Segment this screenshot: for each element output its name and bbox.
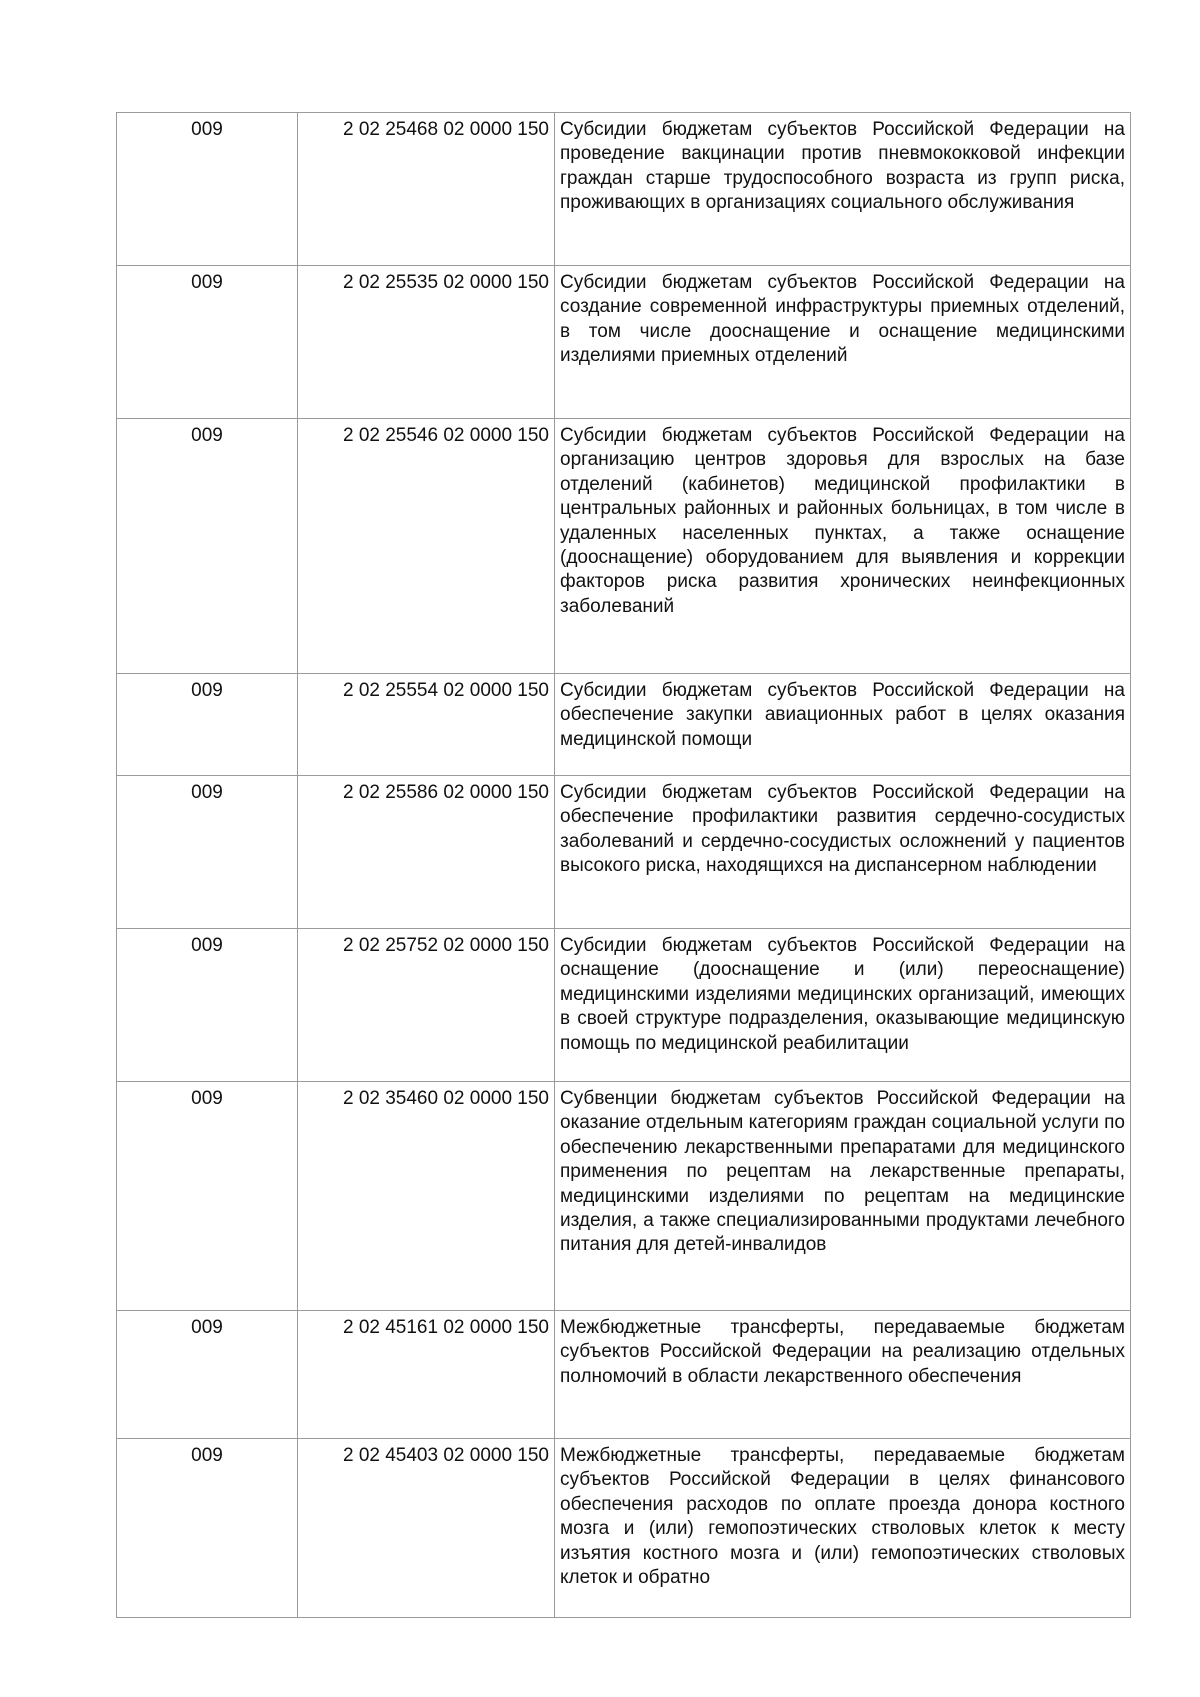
table-row [117,929,1131,1082]
revenue-code-cell: 2 02 25752 02 0000 150 [298,929,555,1082]
table-row [117,113,1131,266]
table-row [117,1311,1131,1439]
revenue-code-cell: 2 02 25586 02 0000 150 [298,776,555,929]
table-row [117,674,1131,776]
description-cell: Субсидии бюджетам субъектов Российской Федерации на обеспечение закупки авиационных работ в целях оказания медицинской помощи [555,674,1131,776]
admin-code-cell: 009 [117,1311,298,1439]
description-cell: Межбюджетные трансферты, передаваемые бюджетам субъектов Российской Федерации в целях финансового обеспечения расходов по оплате проезда донора костного мозга и (или) гемопоэтических стволовых клеток к месту изъятия костного мозга и (или) гемопоэтических стволовых клеток и обратно [555,1439,1131,1618]
revenue-code-cell: 2 02 35460 02 0000 150 [298,1082,555,1311]
description-cell: Субсидии бюджетам субъектов Российской Федерации на обеспечение профилактики развития сердечно-сосудистых заболеваний и сердечно-сосудистых осложнений у пациентов высокого риска, находящихся на диспансерном наблюдении [555,776,1131,929]
revenue-code-cell: 2 02 45161 02 0000 150 [298,1311,555,1439]
table-row [117,266,1131,419]
admin-code-cell: 009 [117,1082,298,1311]
description-cell: Межбюджетные трансферты, передаваемые бюджетам субъектов Российской Федерации на реализацию отдельных полномочий в области лекарственного обеспечения [555,1311,1131,1439]
description-cell: Субсидии бюджетам субъектов Российской Федерации на оснащение (дооснащение и (или) переоснащение) медицинскими изделиями медицинских организаций, имеющих в своей структуре подразделения, оказывающие медицинскую помощь по медицинской реабилитации [555,929,1131,1082]
revenue-code-cell: 2 02 25546 02 0000 150 [298,419,555,674]
admin-code-cell: 009 [117,1439,298,1618]
table-row [117,776,1131,929]
admin-code-cell: 009 [117,929,298,1082]
revenue-code-cell: 2 02 25468 02 0000 150 [298,113,555,266]
admin-code-cell: 009 [117,419,298,674]
description-cell: Субсидии бюджетам субъектов Российской Федерации на создание современной инфраструктуры приемных отделений, в том числе дооснащение и оснащение медицинскими изделиями приемных отделений [555,266,1131,419]
admin-code-cell: 009 [117,113,298,266]
revenue-code-cell: 2 02 25554 02 0000 150 [298,674,555,776]
description-cell: Субвенции бюджетам субъектов Российской Федерации на оказание отдельным категориям граждан социальной услуги по обеспечению лекарственными препаратами для медицинского применения по рецептам на лекарственные препараты, медицинскими изделиями по рецептам на медицинские изделия, а также специализированными продуктами лечебного питания для детей-инвалидов [555,1082,1131,1311]
description-cell: Субсидии бюджетам субъектов Российской Федерации на организацию центров здоровья для взрослых на базе отделений (кабинетов) медицинской профилактики в центральных районных и районных больницах, в том числе в удаленных населенных пунктах, а также оснащение (дооснащение) оборудованием для выявления и коррекции факторов риска развития хронических неинфекционных заболеваний [555,419,1131,674]
budget-codes-table [116,112,1131,1618]
revenue-code-cell: 2 02 45403 02 0000 150 [298,1439,555,1618]
table-row [117,419,1131,674]
table-row [117,1082,1131,1311]
description-cell: Субсидии бюджетам субъектов Российской Федерации на проведение вакцинации против пневмококковой инфекции граждан старше трудоспособного возраста из групп риска, проживающих в организациях социального обслуживания [555,113,1131,266]
revenue-code-cell: 2 02 25535 02 0000 150 [298,266,555,419]
admin-code-cell: 009 [117,266,298,419]
admin-code-cell: 009 [117,674,298,776]
admin-code-cell: 009 [117,776,298,929]
table-row [117,1439,1131,1618]
table-body [117,113,1131,1618]
